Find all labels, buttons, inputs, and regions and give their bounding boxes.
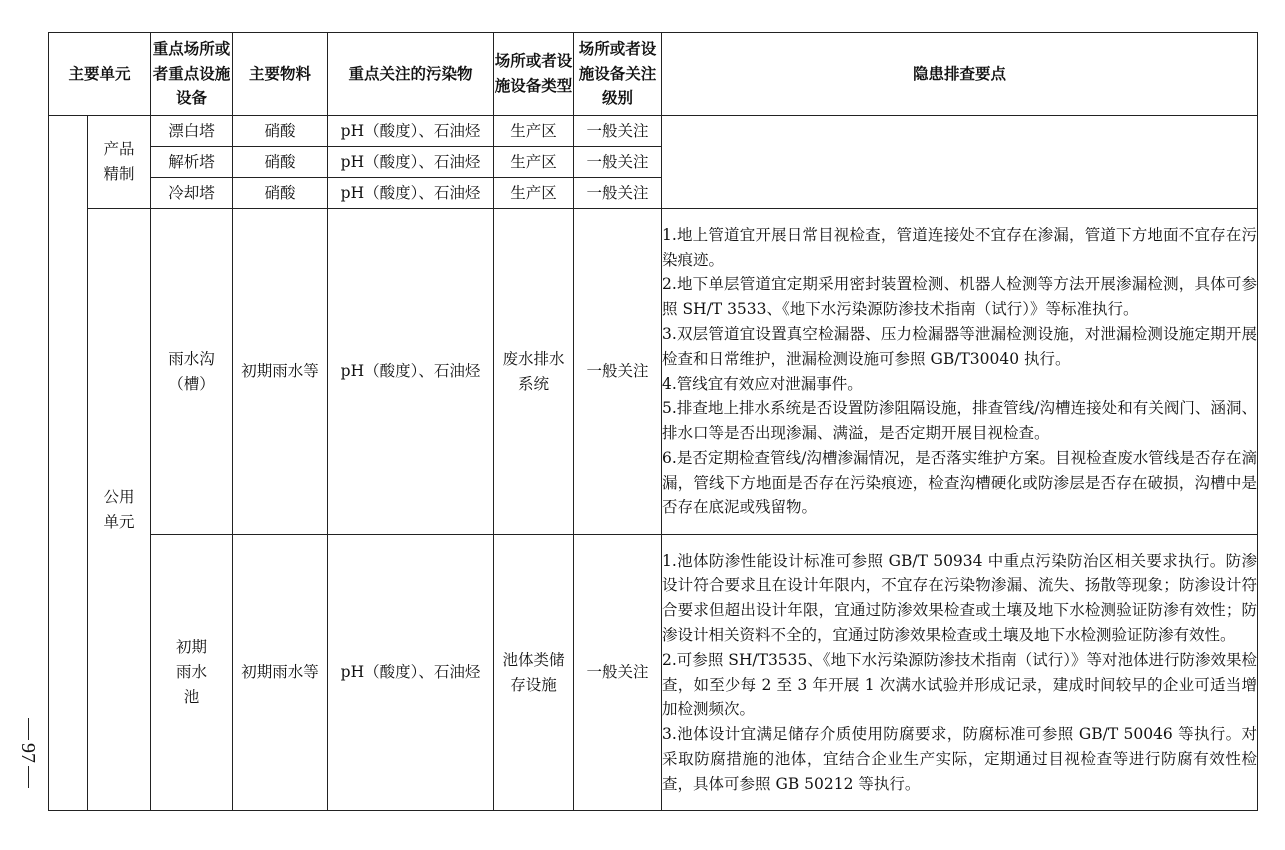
material-cell: 初期雨水等 — [233, 535, 328, 811]
page-number-text: 97 — [17, 743, 39, 763]
pollution-inspection-table — [48, 32, 1258, 811]
inspection-point: 6.是否定期检查管线/沟槽渗漏情况，是否落实维护方案。目视检查废水管线是否存在滴漏，管线下方地面是否存在污染痕迹，检查沟槽硬化或防渗层是否存在破损，沟槽中是否存在底泥或残留物。 — [662, 448, 1258, 517]
group-label-product-refining: 产品精制 — [88, 116, 151, 209]
type-cell: 生产区 — [494, 116, 574, 147]
page-number-rule — [28, 766, 29, 788]
pollutant-cell: pH（酸度）、石油烃 — [328, 535, 494, 811]
points-cell — [662, 535, 1258, 811]
facility-cell: 漂白塔 — [151, 116, 233, 147]
table-row — [49, 116, 1258, 147]
pollutant-cell: pH（酸度）、石油烃 — [328, 178, 494, 209]
inspection-point: 2.可参照 SH/T3535、《地下水污染源防渗技术指南（试行）》等对池体进行防渗效果检查，如至少每 2 至 3 年开展 1 次满水试验并形成记录，建成时间较早的企业可适当增加检测频次。 — [662, 650, 1258, 719]
inspection-point: 4.管线宜有效应对泄漏事件。 — [662, 374, 863, 393]
points-cell-empty — [662, 116, 1258, 209]
points-cell — [662, 209, 1258, 535]
inspection-point: 1.池体防渗性能设计标准可参照 GB/T 50934 中重点污染防治区相关要求执行。防渗设计符合要求且在设计年限内，不宜存在污染物渗漏、流失、扬散等现象；防渗设计符合要求但超出设计年限，宜通过防渗效果检查或土壤及地下水检测验证防渗有效性；防渗设计相关资料不全的，宜通过防渗效果检查或土壤及地下水检测验证防渗有效性。 — [662, 551, 1258, 644]
inspection-point: 1.地上管道宜开展日常目视检查，管道连接处不宜存在渗漏，管道下方地面不宜存在污染痕迹。 — [662, 225, 1258, 269]
pollutant-cell: pH（酸度）、石油烃 — [328, 147, 494, 178]
page-number — [14, 703, 42, 803]
header-material: 主要物料 — [233, 33, 328, 116]
type-cell: 生产区 — [494, 178, 574, 209]
facility-cell: 初期雨水池 — [151, 535, 233, 811]
facility-cell: 冷却塔 — [151, 178, 233, 209]
group-label-public-unit: 公用单元 — [88, 209, 151, 811]
level-cell: 一般关注 — [574, 147, 662, 178]
material-cell: 硝酸 — [233, 178, 328, 209]
inspection-point: 2.地下单层管道宜定期采用密封装置检测、机器人检测等方法开展渗漏检测，具体可参照 SH/T 3533、《地下水污染源防渗技术指南（试行）》等标准执行。 — [662, 275, 1258, 319]
type-cell: 生产区 — [494, 147, 574, 178]
header-main-unit: 主要单元 — [49, 33, 151, 116]
facility-cell: 解析塔 — [151, 147, 233, 178]
header-points: 隐患排查要点 — [662, 33, 1258, 116]
pollutant-cell: pH（酸度）、石油烃 — [328, 116, 494, 147]
page-number-rule — [28, 718, 29, 740]
table-row — [49, 209, 1258, 535]
header-row — [49, 33, 1258, 116]
table-row — [49, 535, 1258, 811]
outer-unit-cell — [49, 116, 88, 811]
header-type: 场所或者设施设备类型 — [494, 33, 574, 116]
pollutant-cell: pH（酸度）、石油烃 — [328, 209, 494, 535]
material-cell: 硝酸 — [233, 147, 328, 178]
inspection-point: 3.双层管道宜设置真空检漏器、压力检漏器等泄漏检测设施，对泄漏检测设施定期开展检查和日常维护，泄漏检测设施可参照 GB/T30040 执行。 — [662, 324, 1258, 368]
level-cell: 一般关注 — [574, 116, 662, 147]
header-facility: 重点场所或者重点设施设备 — [151, 33, 233, 116]
inspection-point: 5.排查地上排水系统是否设置防渗阻隔设施，排查管线/沟槽连接处和有关阀门、涵洞、排水口等是否出现渗漏、满溢，是否定期开展目视检查。 — [662, 399, 1258, 443]
facility-cell: 雨水沟（槽） — [151, 209, 233, 535]
type-cell: 废水排水系统 — [494, 209, 574, 535]
header-level: 场所或者设施设备关注级别 — [574, 33, 662, 116]
type-cell: 池体类储存设施 — [494, 535, 574, 811]
level-cell: 一般关注 — [574, 209, 662, 535]
level-cell: 一般关注 — [574, 178, 662, 209]
material-cell: 硝酸 — [233, 116, 328, 147]
inspection-point: 3.池体设计宜满足储存介质使用防腐要求，防腐标准可参照 GB/T 50046 等执行。对采取防腐措施的池体，宜结合企业生产实际，定期通过目视检查等进行防腐有效性检查，具体可参照 GB 50212 等执行。 — [662, 725, 1258, 793]
header-pollutant: 重点关注的污染物 — [328, 33, 494, 116]
material-cell: 初期雨水等 — [233, 209, 328, 535]
level-cell: 一般关注 — [574, 535, 662, 811]
